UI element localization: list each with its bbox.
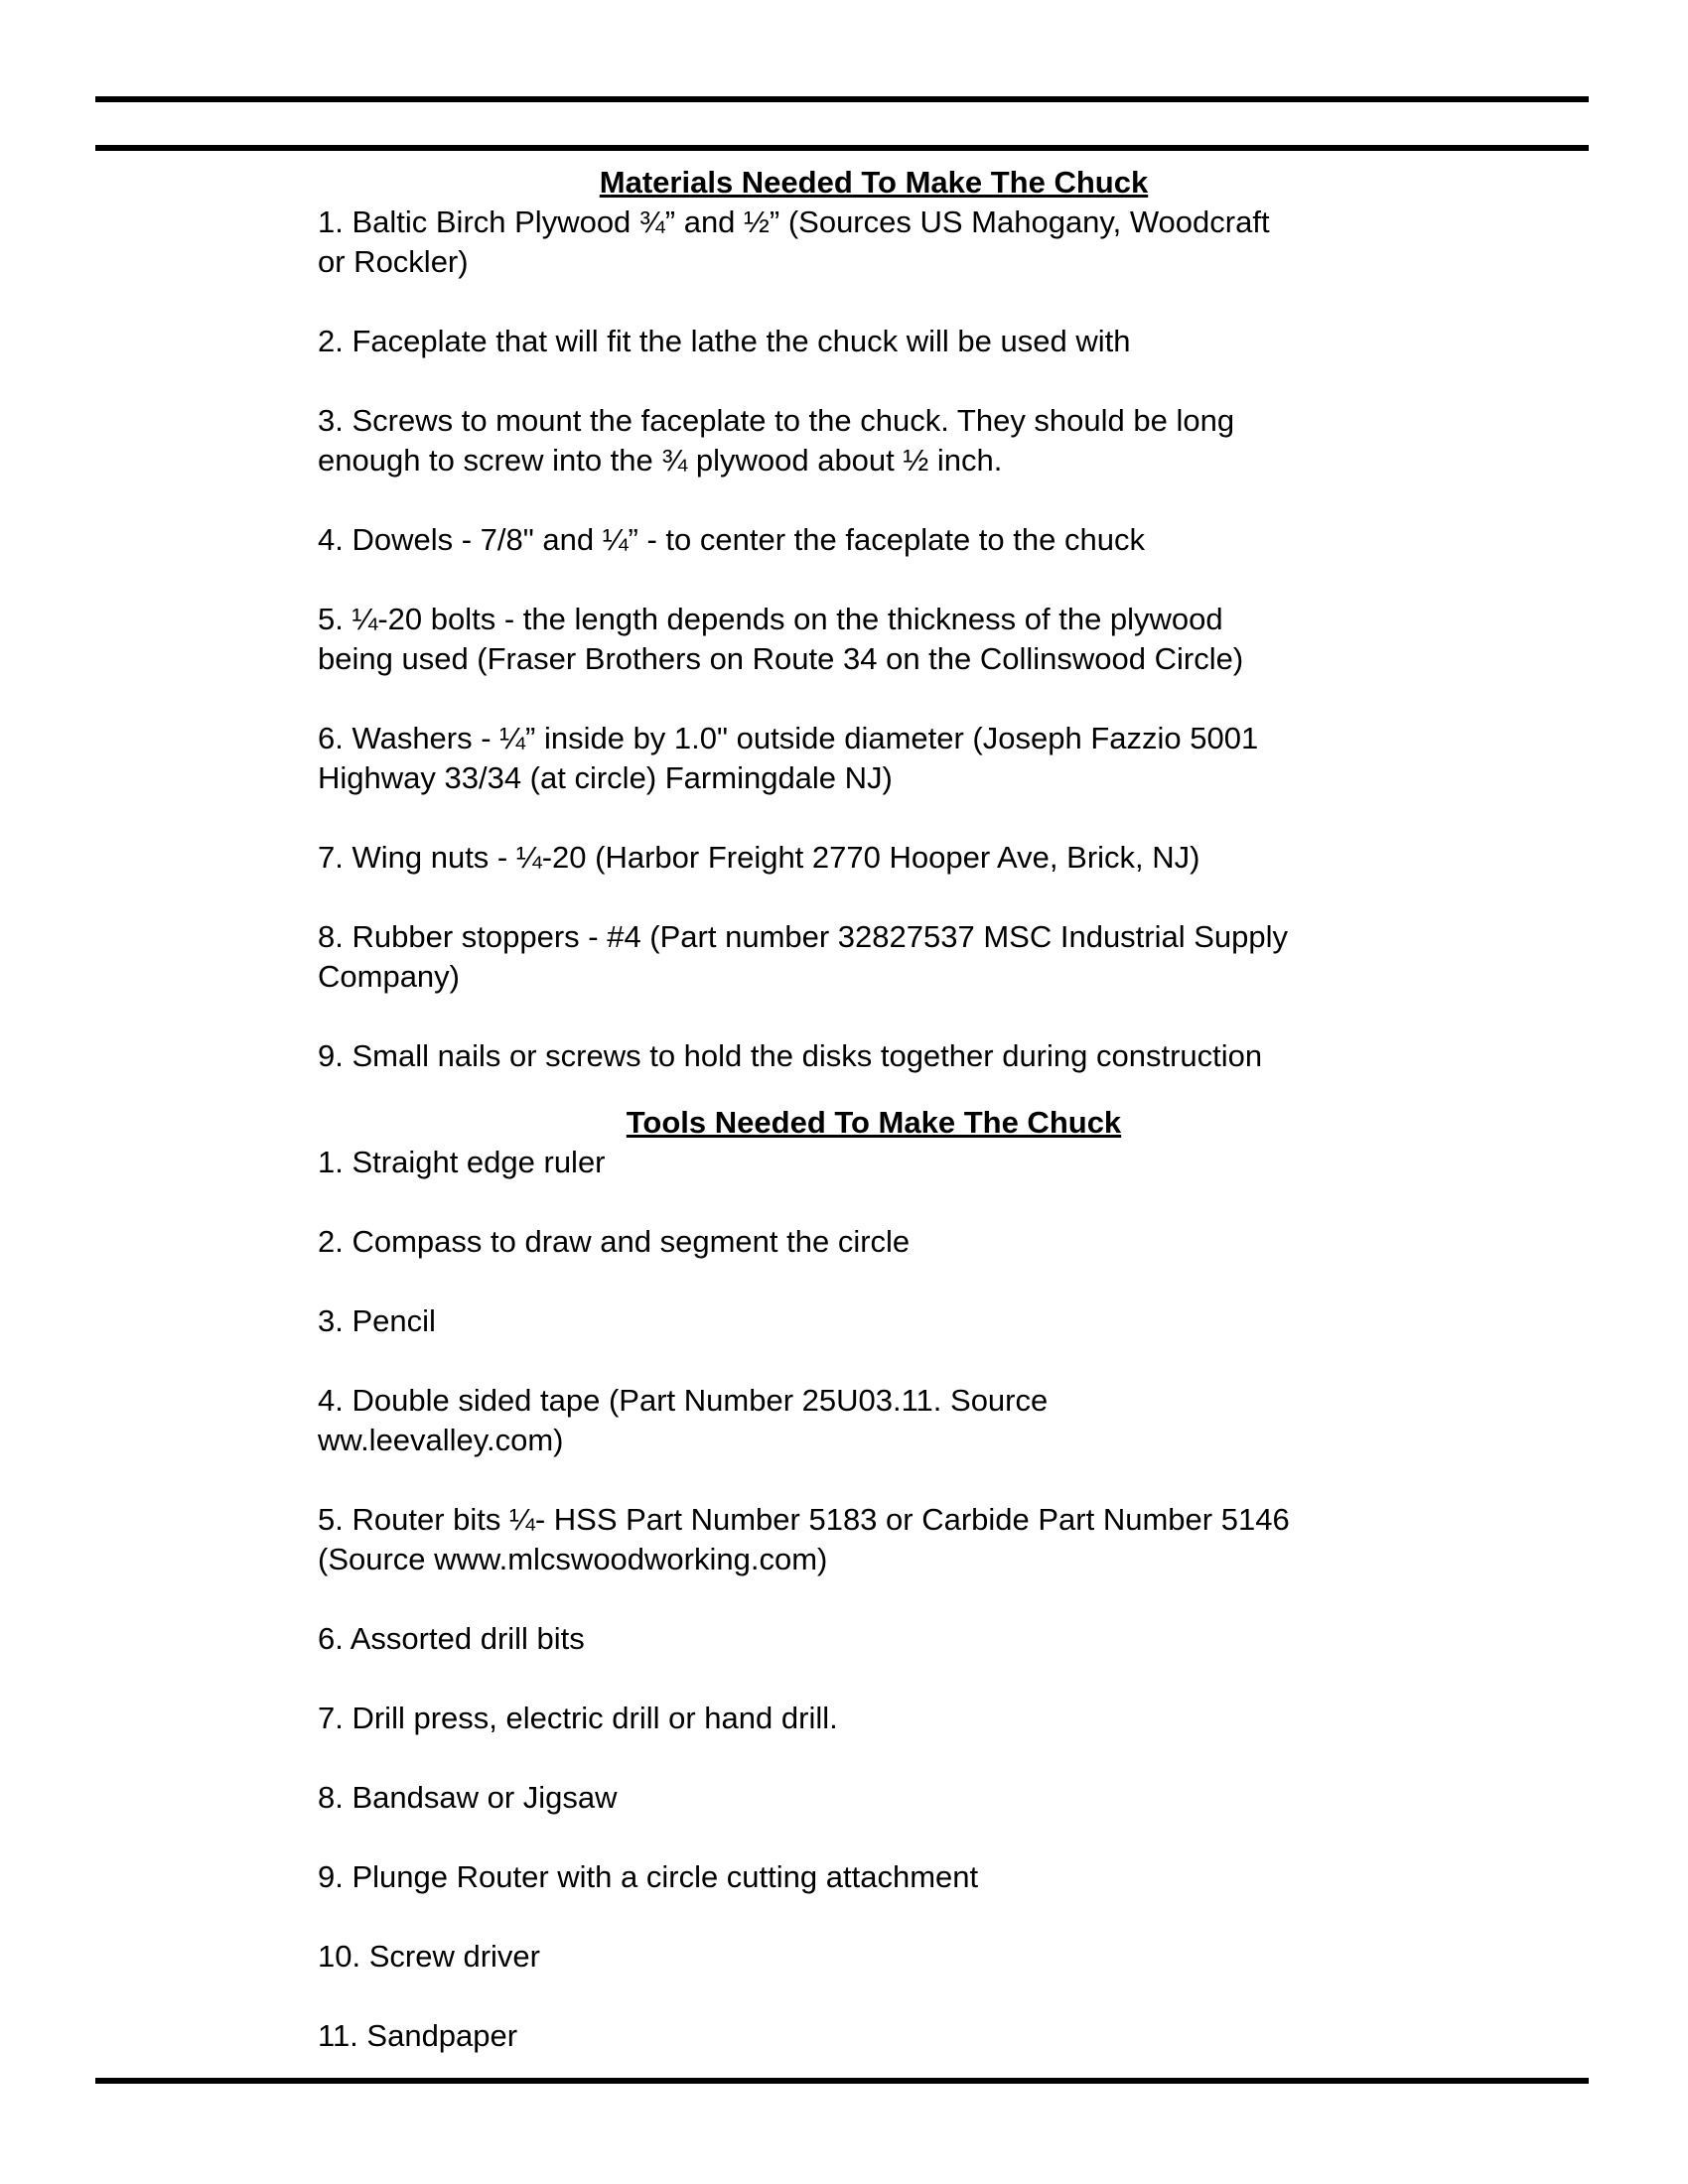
tools-item: 10. Screw driver xyxy=(318,1939,540,1974)
materials-list xyxy=(318,203,1410,1076)
tools-item: 11. Sandpaper xyxy=(318,2018,518,2053)
materials-item: 6. Washers - ¼” inside by 1.0" outside diameter (Joseph Fazzio 5001 Highway 33/34 (at circle) Farmingdale NJ) xyxy=(318,721,1259,795)
top-rule-upper xyxy=(95,96,1589,102)
tools-item: 8. Bandsaw or Jigsaw xyxy=(318,1780,618,1815)
document-body xyxy=(318,163,1410,2056)
materials-item: 9. Small nails or screws to hold the disks together during construction xyxy=(318,1038,1263,1073)
tools-item: 5. Router bits ¼- HSS Part Number 5183 or Carbide Part Number 5146 (Source www.mlcswoodworking.com) xyxy=(318,1502,1290,1576)
materials-item: 2. Faceplate that will fit the lathe the chuck will be used with xyxy=(318,324,1131,358)
materials-item: 4. Dowels - 7/8" and ¼” - to center the faceplate to the chuck xyxy=(318,522,1145,557)
materials-item: 8. Rubber stoppers - #4 (Part number 32827537 MSC Industrial Supply Company) xyxy=(318,919,1289,994)
materials-item: 7. Wing nuts - ¼-20 (Harbor Freight 2770 Hooper Ave, Brick, NJ) xyxy=(318,840,1200,875)
top-rule-lower xyxy=(95,145,1589,151)
materials-item: 3. Screws to mount the faceplate to the chuck. They should be long enough to screw into the ¾ plywood about ½ inch. xyxy=(318,403,1235,478)
tools-item: 4. Double sided tape (Part Number 25U03.11. Source ww.leevalley.com) xyxy=(318,1383,1049,1457)
materials-heading: Materials Needed To Make The Chuck xyxy=(599,165,1149,200)
tools-item: 9. Plunge Router with a circle cutting attachment xyxy=(318,1859,979,1894)
materials-item: 5. ¼-20 bolts - the length depends on the thickness of the plywood being used (Fraser Brothers on Route 34 on the Collinswood Circle) xyxy=(318,602,1244,676)
tools-item: 6. Assorted drill bits xyxy=(318,1621,585,1656)
tools-list xyxy=(318,1143,1410,2056)
tools-item: 3. Pencil xyxy=(318,1303,436,1338)
tools-item: 7. Drill press, electric drill or hand drill. xyxy=(318,1701,838,1735)
tools-heading: Tools Needed To Make The Chuck xyxy=(626,1105,1122,1140)
materials-item: 1. Baltic Birch Plywood ¾” and ½” (Sources US Mahogany, Woodcraft or Rockler) xyxy=(318,205,1270,279)
bottom-rule xyxy=(95,2078,1589,2084)
tools-item: 2. Compass to draw and segment the circle xyxy=(318,1224,911,1259)
tools-item: 1. Straight edge ruler xyxy=(318,1145,606,1179)
